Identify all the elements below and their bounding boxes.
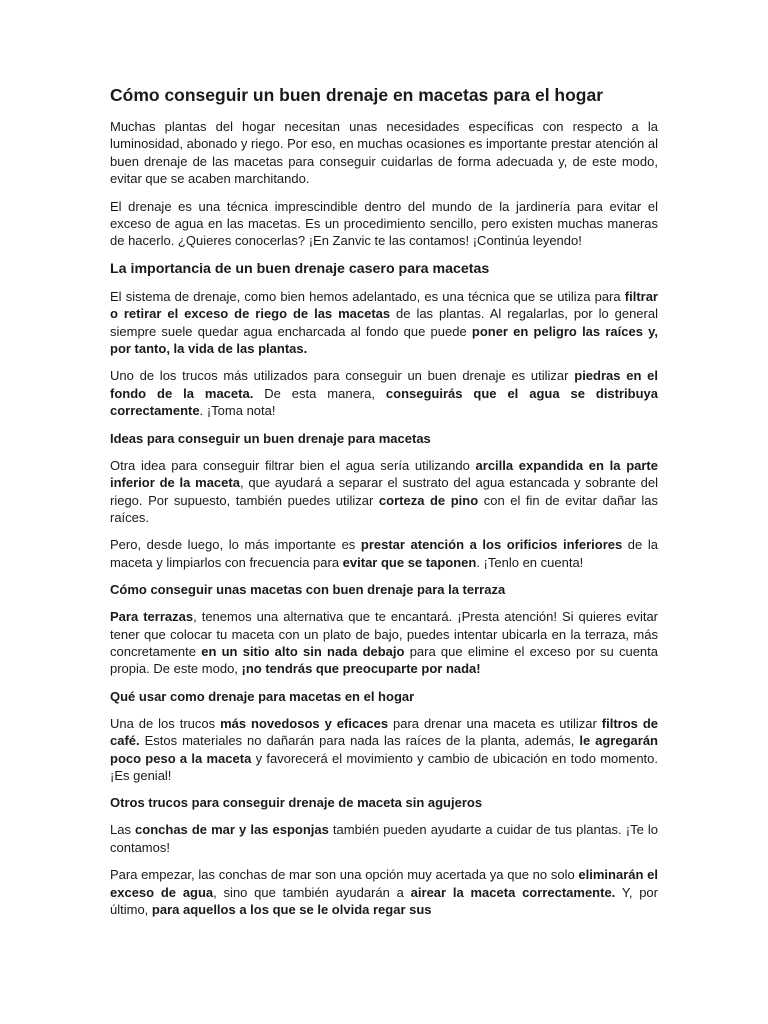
text-run: Las: [110, 822, 136, 838]
text-run: Pero, desde luego, lo más importante es: [110, 537, 361, 553]
text-run: de las plantas. Al regalarlas, por lo general siempre suele quedar agua encharcada al fondo que puede: [110, 306, 658, 339]
bold-run: poner en peligro las raíces y, por tanto, la vida de las plantas.: [110, 323, 658, 357]
bold-run: corteza de pino: [378, 492, 479, 508]
section-heading-terrace: Cómo conseguir unas macetas con buen drenaje para la terraza: [110, 582, 506, 598]
text-run: para drenar una maceta es utilizar: [388, 715, 602, 731]
text-run: , sino que también ayudarán a: [213, 884, 411, 900]
section-heading-other-tricks: Otros trucos para conseguir drenaje de maceta sin agujeros: [110, 795, 483, 811]
bold-run: piedras en el fondo de la maceta.: [110, 368, 659, 401]
text-run: también pueden ayudarte a cuidar de tus plantas. ¡Te lo contamos!: [110, 822, 658, 855]
section-5-paragraph-1: [110, 821, 658, 856]
section-5-paragraph-2: [110, 866, 658, 918]
intro-paragraph-1: Muchas plantas del hogar necesitan unas necesidades específicas con respecto a la luminosidad, abonado y riego. Por eso, en muchas ocasiones es importante prestar atención al buen drenaje de las macetas para conseguir cuidarlas de forma adecuada y, de este modo, evitar que se acaben marchitando.: [110, 119, 658, 187]
text-run: y favorecerá el movimiento y cambio de ubicación en todo momento. ¡Es genial!: [110, 750, 658, 783]
bold-run: más novedosos y eficaces: [220, 715, 389, 731]
section-heading-importance: La importancia de un buen drenaje casero para macetas: [110, 260, 490, 277]
bold-run: filtrar o retirar el exceso de riego de las macetas: [110, 288, 658, 322]
text-run: De esta manera,: [253, 385, 386, 401]
text-run: Una de los trucos: [110, 715, 221, 731]
bold-run: ¡no tendrás que preocuparte por nada!: [241, 661, 481, 677]
intro-paragraph-2: El drenaje es una técnica imprescindible dentro del mundo de la jardinería para evitar el exceso de agua en las macetas. Es un procedimiento sencillo, pero existen muchas maneras de hacerlo. ¿Quieres conocerlas? ¡En Zanvic te las contamos! ¡Continúa leyendo!: [110, 198, 658, 249]
bold-run: filtros de café.: [110, 715, 659, 749]
bold-run: conchas de mar y las esponjas: [135, 822, 329, 838]
text-run: Y, por último,: [110, 884, 658, 917]
bold-run: airear la maceta correctamente.: [410, 884, 616, 900]
text-run: Estos materiales no dañarán para nada las raíces de la planta, además,: [139, 733, 580, 749]
text-run: , tenemos una alternativa que te encantará. ¡Presta atención! Si quieres evitar tener que colocar tu maceta con un plato de bajo, puedes intentar ubicarla en la terraza, más concretamente: [110, 609, 659, 659]
section-heading-home: Qué usar como drenaje para macetas en el hogar: [110, 688, 415, 704]
text-run: El sistema de drenaje, como bien hemos adelantado, es una técnica que se utiliza para: [110, 288, 625, 304]
section-2-paragraph-1: [110, 457, 658, 527]
section-4-paragraph-1: [110, 715, 658, 785]
text-run: de la maceta y limpiarlos con frecuencia para: [110, 537, 658, 570]
bold-run: evitar que se taponen: [342, 554, 477, 570]
bold-run: para aquellos a los que se le olvida regar sus: [151, 902, 432, 917]
text-run: Otra idea para conseguir filtrar bien el agua sería utilizando: [110, 457, 476, 473]
text-run: con el fin de evitar dañar las raíces.: [110, 492, 658, 525]
text-run: . ¡Tenlo en cuenta!: [476, 554, 584, 570]
text-run: , que ayudará a separar el sustrato del agua estancada y sobrante del riego. Por supuesto, también puedes utilizar: [110, 475, 658, 508]
section-heading-ideas: Ideas para conseguir un buen drenaje para macetas: [110, 430, 431, 446]
section-2-paragraph-2: [110, 536, 658, 571]
text-run: Para empezar, las conchas de mar son una opción muy acertada ya que no solo: [110, 867, 579, 883]
text-run: . ¡Toma nota!: [199, 403, 276, 419]
bold-run: arcilla expandida en la parte inferior de la maceta: [110, 457, 658, 491]
text-run: Uno de los trucos más utilizados para conseguir un buen drenaje es utilizar: [110, 368, 575, 384]
bold-run: Para terrazas: [110, 609, 194, 625]
section-3-paragraph-1: [110, 608, 658, 678]
bold-run: conseguirás que el agua se distribuya correctamente: [110, 385, 658, 419]
section-1-paragraph-2: [110, 367, 658, 419]
bold-run: prestar atención a los orificios inferiores: [360, 537, 623, 553]
bold-run: en un sitio alto sin nada debajo: [201, 643, 405, 659]
text-run: para que elimine el exceso por su cuenta propia. De este modo,: [110, 643, 658, 677]
section-1-paragraph-1: [110, 288, 658, 358]
document-title: Cómo conseguir un buen drenaje en macetas para el hogar: [110, 85, 604, 105]
bold-run: eliminarán el exceso de agua: [110, 867, 658, 900]
bold-run: le agregarán poco peso a la maceta: [110, 733, 658, 766]
